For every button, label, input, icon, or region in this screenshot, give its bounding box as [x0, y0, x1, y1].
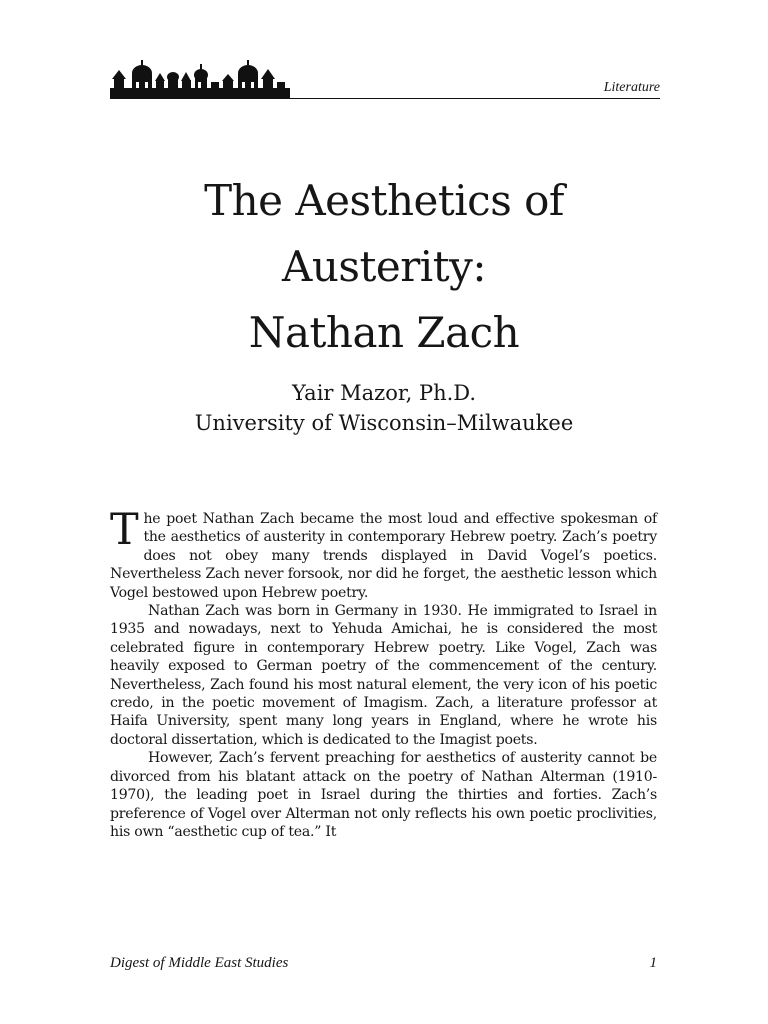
- title-line: Nathan Zach: [248, 308, 520, 357]
- header-rule: [110, 98, 660, 99]
- title-line: Austerity:: [282, 242, 486, 291]
- paragraph-text: he poet Nathan Zach became the most loud and effective spokesman of the aesthetics of austerity in contemporary Hebrew poetry. Zach’s poetry does not obey many trends displayed in David Vogel’s poetics. Nevertheless Zach never forsook, nor did he forget, the aesthetic lesson which Vogel bestowed upon Hebrew poetry.: [110, 511, 657, 601]
- body-paragraph: [110, 505, 657, 602]
- article-body: [110, 505, 657, 841]
- section-label: Literature: [603, 80, 660, 95]
- page-number: 1: [649, 955, 657, 971]
- body-paragraph: Nathan Zach was born in Germany in 1930. He immigrated to Israel in 1935 and nowadays, next to Yehuda Amichai, he is considered the most celebrated figure in contemporary Hebrew poetry. Like Vogel, Zach was heavily exposed to German poetry of the commencement of the century. Nevertheless, Zach found his most natural element, the very icon of his poetic credo, in the poetic movement of Imagism. Zach, a literature professor at Haifa University, spent many long years in England, where he wrote his doctoral dissertation, which is dedicated to the Imagist poets.: [110, 603, 657, 748]
- author-name: Yair Mazor, Ph.D.: [291, 381, 477, 405]
- byline: [0, 378, 768, 438]
- running-footer: [110, 955, 657, 975]
- running-header: [110, 60, 660, 102]
- article-title: [0, 168, 768, 366]
- author-affiliation: University of Wisconsin–Milwaukee: [194, 411, 574, 435]
- drop-cap: T: [110, 505, 139, 555]
- domed-skyline-ornament-icon: [110, 60, 290, 100]
- title-line: The Aesthetics of: [204, 176, 564, 225]
- body-paragraph: However, Zach’s fervent preaching for aesthetics of austerity cannot be divorced from his blatant attack on the poetry of Nathan Alterman (1910-1970), the leading poet in Israel during the thirties and forties. Zach’s preference of Vogel over Alterman not only reflects his own poetic proclivities, his own “aesthetic cup of tea.” It: [110, 750, 657, 840]
- journal-name: Digest of Middle East Studies: [110, 955, 289, 971]
